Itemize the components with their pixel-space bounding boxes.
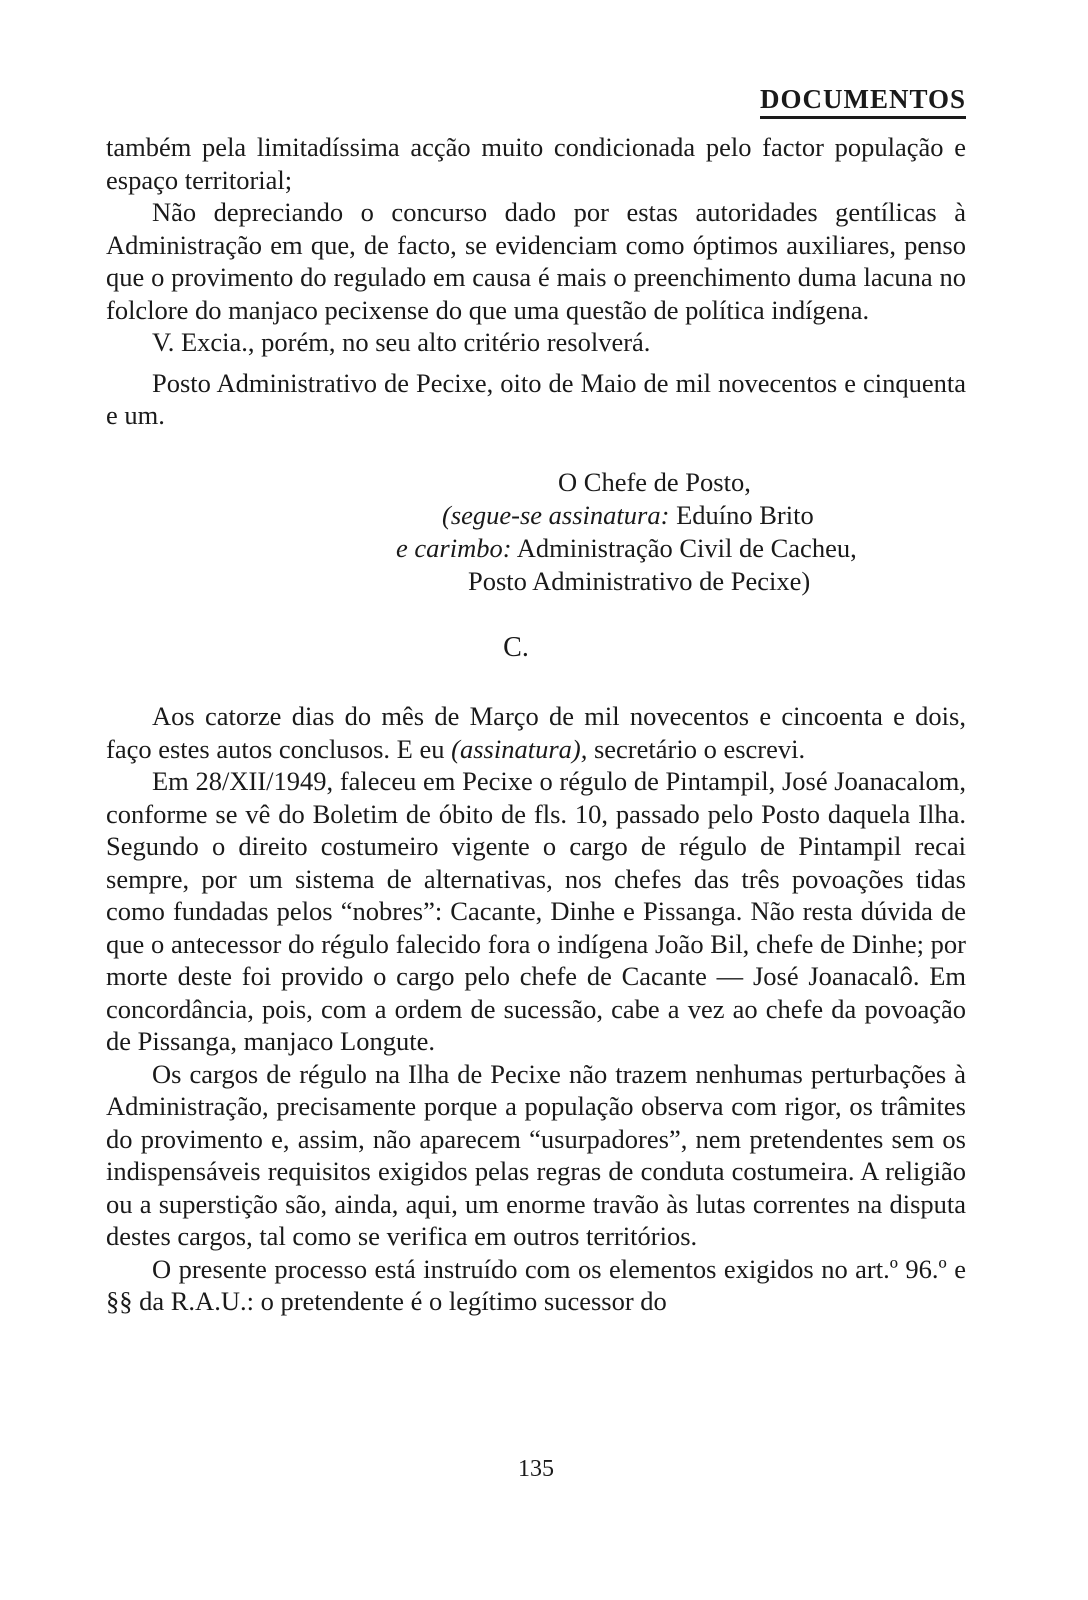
signature-name: Eduíno Brito [669,499,814,530]
paragraph-continuation: também pela limitadíssima acção muito condicionada pelo factor população e espaço territorial; [106,132,966,195]
stamp-note-italic: e carimbo: [396,532,512,563]
paragraph-text-end: secretário o escrevi. [587,733,806,764]
signature-line [442,499,966,532]
paragraph-place-date: Posto Administrativo de Pecixe, oito de Maio de mil novecentos e cinquenta e um. [106,367,966,430]
paragraph-text: Aos catorze dias do mês de Março de mil novecentos e cincoenta e dois, faço estes autos conclusos. E eu [106,701,966,764]
paragraph: Em 28/XII/1949, faleceu em Pecixe o régulo de Pintampil, José Joanacalom, conforme se vê do Boletim de óbito de fls. 10, passado pelo Posto daquela Ilha. Segundo o direito costumeiro vigente o cargo de régulo de Pintampil recai sempre, por um sistema de alternativas, nos chefes das três povoações tidas como fundadas pelos “nobres”: Cacante, Dinhe e Pissanga. Não resta dúvida de que o antecessor do régulo falecido fora o indígena João Bil, chefe de Dinhe; por morte deste foi provido o cargo pelo chefe de Cacante — José Joanacalô. Em concordância, pois, com a ordem de sucessão, cabe a vez ao chefe da povoação de Pissanga, manjaco Longute. [106,766,966,1056]
body-text [106,131,966,1318]
paragraph: Não depreciando o concurso dado por estas autoridades gentílicas à Administração em que, de facto, se evidenciam como óptimos auxiliares, penso que o provimento do regulado em causa é mais o preenchimento duma lacuna no folclore do manjaco pecixense do que uma questão de política indígena. [106,197,966,325]
stamp-text-line2: Posto Administrativo de Pecixe) [468,565,811,596]
paragraph-italic: (assinatura), [451,733,588,764]
stamp-text: Administração Civil de Cacheu, [511,532,857,563]
running-head: DOCUMENTOS [760,84,966,119]
document-page [106,0,966,1600]
stamp-line [396,532,966,565]
section-heading: C. [503,631,529,663]
paragraph: Os cargos de régulo na Ilha de Pecixe não trazem nenhumas perturbações à Administração, precisamente porque a população observa com rigor, os trâmites do provimento e, assim, não aparecem “usurpadores”, nem pretendentes sem os indispensáveis requisitos exigidos pelas regras de conduta costumeira. A religião ou a superstição são, ainda, aqui, um enorme travão às lutas correntes na disputa destes cargos, tal como se verifica em outros territórios. [106,1058,966,1251]
paragraph-closing-formula: V. Excia., porém, no seu alto critério resolverá. [152,327,651,357]
paragraph: O presente processo está instruído com os elementos exigidos no art.º 96.º e §§ da R.A.U.: o pretendente é o legítimo sucessor do [106,1253,966,1316]
paragraph-conclusion [106,700,966,765]
signature-block [396,466,966,598]
signature-note-italic: (segue-se assinatura: [442,499,670,530]
page-number: 135 [518,1456,554,1482]
signature-title: O Chefe de Posto, [558,466,751,497]
